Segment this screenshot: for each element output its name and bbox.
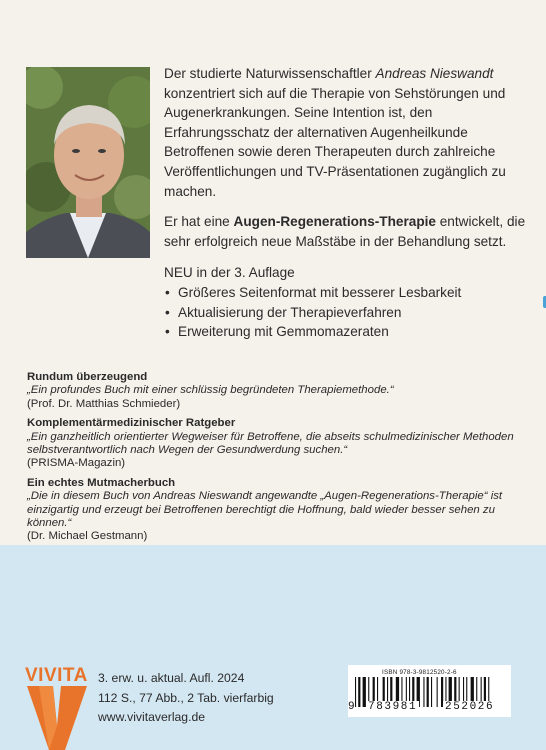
barcode-left-digits: 783981 xyxy=(368,701,418,713)
barcode-bar xyxy=(355,677,356,707)
edition-info xyxy=(98,669,274,728)
vivita-v-icon xyxy=(25,686,89,750)
bio-paragraph-1 xyxy=(164,64,526,201)
list-item: • Größeres Seitenformat mit besserer Lesbarkeit xyxy=(164,283,526,303)
barcode-bar xyxy=(437,677,438,707)
review-source: (PRISMA-Magazin) xyxy=(27,457,126,470)
new-edition-heading: NEU in der 3. Auflage xyxy=(164,265,295,281)
specs-text: 112 S., 77 Abb., 2 Tab. vierfarbig xyxy=(98,690,274,705)
review xyxy=(27,417,527,471)
review-heading: Komplementärmedizinischer Ratgeber xyxy=(27,417,236,430)
review-source: (Dr. Michael Gestmann) xyxy=(27,530,148,543)
publisher-logo xyxy=(25,666,89,750)
review xyxy=(27,371,527,411)
logo-text: VIVITA xyxy=(25,665,88,686)
new-edition-list xyxy=(164,283,526,342)
therapy-name: Augen-Regenerations-Therapie xyxy=(233,214,436,230)
reviews xyxy=(27,371,527,550)
bio-text: Er hat eine xyxy=(164,214,234,230)
review-quote: „Die in diesem Buch von Andreas Nieswandt angewandte „Augen-Regenerations-Therapie“ ist einzigartig und erzeugt bei Betroffenen berechtigt die Hoffnung, bald wieder besser sehen zu können.“ xyxy=(27,490,503,530)
barcode-right-digits: 252026 xyxy=(445,701,495,713)
barcode-bar xyxy=(427,677,429,707)
bio-text: konzentriert sich auf die Therapie von Sehstörungen und Augenerkrankungen. Seine Intention ist, den Erfahrungsschatz der alternativen Augenheilkunde Betroffenen sowie deren Therapeuten durch zahlreiche Veröffentlichungen und TV-Präsentationen zugänglich zu machen. xyxy=(164,85,506,199)
website-link[interactable]: www.vivitaverlag.de xyxy=(98,710,206,725)
isbn-text: ISBN 978-3-9812520-2-6 xyxy=(382,669,457,676)
review-quote: „Ein ganzheitlich orientierter Wegweiser für Betroffene, die abseits schulmedizinischer Methoden selbstverantwortlich nach Wegen der Gesundwerdung suchen.“ xyxy=(27,430,514,457)
barcode-bar xyxy=(423,677,424,707)
review-source: (Prof. Dr. Matthias Schmieder) xyxy=(27,397,181,410)
author-name: Andreas Nieswandt xyxy=(375,66,494,81)
edition-text: 3. erw. u. aktual. Aufl. 2024 xyxy=(98,671,245,685)
barcode-bar xyxy=(358,677,360,707)
author-photo xyxy=(26,67,150,258)
bio-paragraph-2 xyxy=(164,212,526,251)
list-item: • Erweiterung mit Gemmomazeraten xyxy=(164,322,526,342)
review-heading: Ein echtes Mutmacherbuch xyxy=(27,476,176,489)
author-bio xyxy=(164,64,526,342)
barcode-bar xyxy=(431,677,432,707)
review-quote: „Ein profundes Buch mit einer schlüssig begründeten Therapiemethode.“ xyxy=(27,384,394,397)
barcode-first-digit: 9 xyxy=(348,701,355,713)
bio-text: entwickelt, die sehr erfolgreich neue Maßstäbe in der Behandlung setzt. xyxy=(164,214,526,249)
list-item: • Aktualisierung der Therapieverfahren xyxy=(164,303,526,323)
review-heading: Rundum überzeugend xyxy=(27,371,148,383)
review xyxy=(27,477,527,544)
bio-text: Der studierte Naturwissenschaftler xyxy=(164,66,376,81)
